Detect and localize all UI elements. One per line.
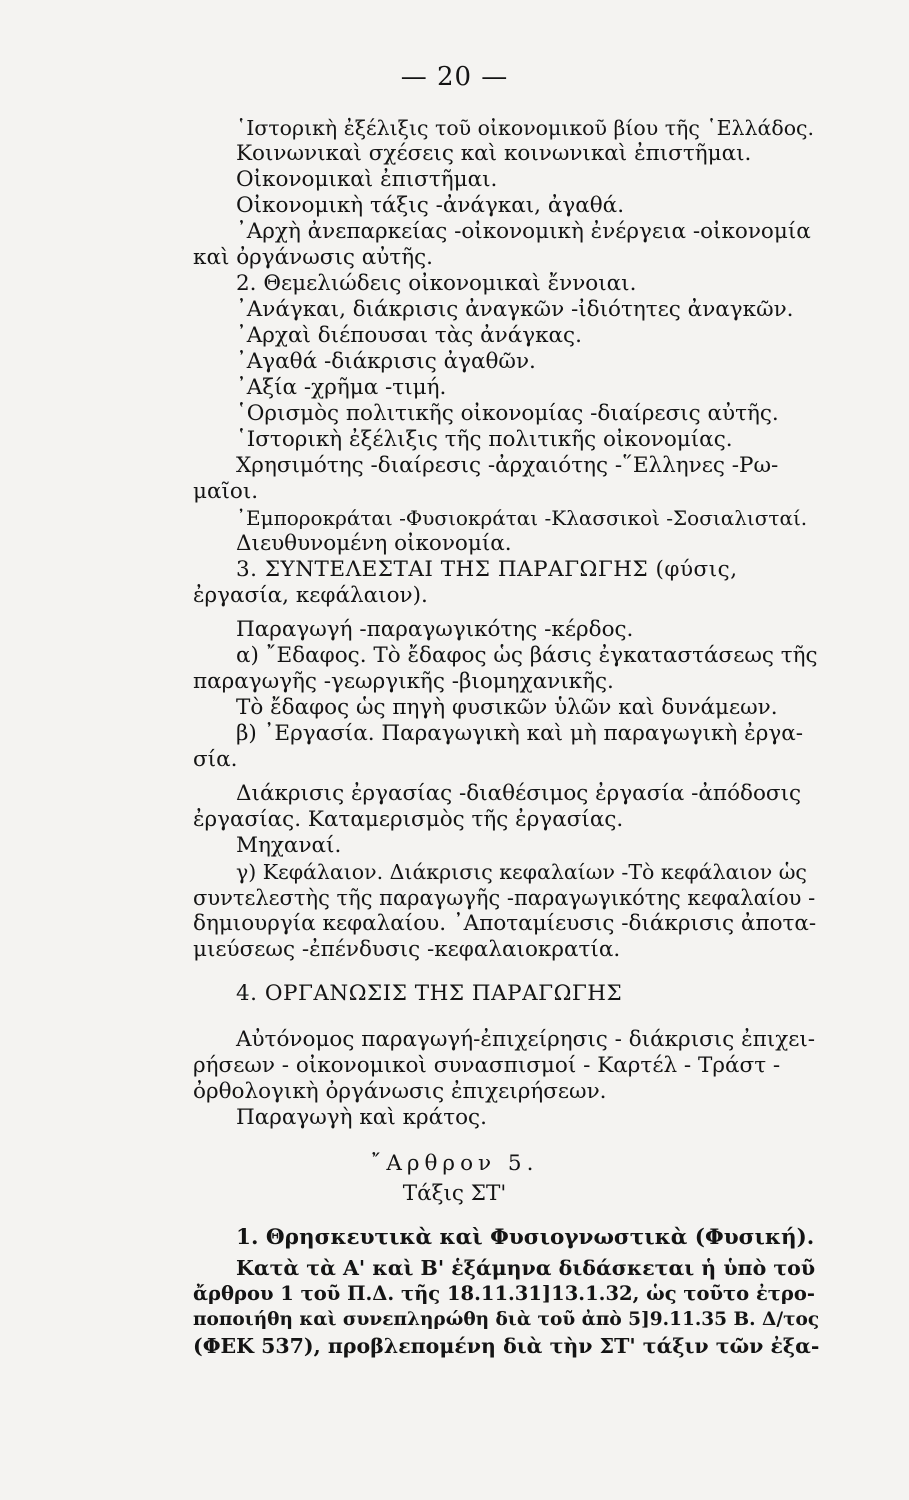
text-line: Κατὰ τὰ Α' καὶ Β' ἑξάμηνα διδάσκεται ἡ ὑπὸ τοῦ	[236, 1256, 816, 1280]
text-line: ᾿Εμποροκράται -Φυσιοκράται -Κλασσικοὶ -Σοσιαλισταί.	[236, 506, 808, 530]
section-heading: 4. ΟΡΓΑΝΩΣΙΣ ΤΗΣ ΠΑΡΑΓΩΓΗΣ	[236, 981, 623, 1006]
text-line: ᾿Αρχὴ ἀνεπαρκείας -οἰκονομικὴ ἐνέργεια -οἰκονομία	[236, 219, 811, 244]
text-line: ᾿Αρχαὶ διέπουσαι τὰς ἀνάγκας.	[236, 323, 582, 348]
page-number: — 20 —	[400, 62, 509, 92]
text-line: σία.	[193, 747, 238, 772]
text-line: Διευθυνομένη οἰκονομία.	[236, 531, 512, 556]
text-line: β) ᾿Εργασία. Παραγωγικὴ καὶ μὴ παραγωγικὴ ἐργα-	[236, 721, 803, 746]
text-line: ποποιήθη καὶ συνεπληρώθη διὰ τοῦ ἀπὸ 5]9.11.35 Β. Δ/τος	[193, 1309, 820, 1330]
class-heading: Τάξις ΣΤ'	[402, 1181, 507, 1206]
text-line: γ) Κεφάλαιον. Διάκρισις κεφαλαίων -Τὸ κεφάλαιον ὡς	[236, 860, 807, 884]
text-line: ἄρθρου 1 τοῦ Π.Δ. τῆς 18.11.31]13.1.32, ὡς τοῦτο ἐτρο-	[193, 1282, 816, 1305]
text-line: μιεύσεως -ἐπένδυσις -κεφαλαιοκρατία.	[193, 937, 621, 962]
text-line: δημιουργία κεφαλαίου. ᾿Αποταμίευσις -διάκρισις ἀποτα-	[193, 911, 817, 936]
text-line: Μηχαναί.	[236, 833, 342, 858]
text-line: ᾿Αγαθά -διάκρισις ἀγαθῶν.	[236, 349, 536, 374]
text-line: Κοινωνικαὶ σχέσεις καὶ κοινωνικαὶ ἐπιστῆμαι.	[236, 141, 752, 166]
text-line: ἐργασία, κεφάλαιον).	[193, 583, 428, 608]
text-line: καὶ ὀργάνωσις αὐτῆς.	[193, 245, 433, 270]
text-line: Παραγωγὴ καὶ κράτος.	[236, 1105, 487, 1130]
section-heading: 3. ΣΥΝΤΕΛΕΣΤΑΙ ΤΗΣ ΠΑΡΑΓΩΓΗΣ (φύσις,	[236, 557, 738, 582]
text-line: ᾿Αξία -χρῆμα -τιμή.	[236, 375, 447, 400]
text-line: Διάκρισις ἐργασίας -διαθέσιμος ἐργασία -ἀπόδοσις	[236, 781, 802, 806]
text-line: παραγωγῆς -γεωργικῆς -βιομηχανικῆς.	[193, 669, 614, 694]
text-line: ὀρθολογικὴ ὀργάνωσις ἐπιχειρήσεων.	[193, 1079, 607, 1104]
text-line: Οἰκονομικὴ τάξις -ἀνάγκαι, ἀγαθά.	[236, 193, 625, 218]
text-line: μαῖοι.	[193, 479, 259, 504]
text-line: Χρησιμότης -διαίρεσις -ἀρχαιότης -῞Ελληνες -Ρω-	[236, 453, 779, 478]
subject-heading: 1. Θρησκευτικὰ καὶ Φυσιογνωστικὰ (Φυσική).	[236, 1225, 815, 1250]
text-line: Παραγωγή -παραγωγικότης -κέρδος.	[236, 617, 634, 642]
text-line: ἐργασίας. Καταμερισμὸς τῆς ἐργασίας.	[193, 807, 624, 832]
text-line: ῾Ιστορικὴ ἐξέλιξις τῆς πολιτικῆς οἰκονομίας.	[236, 427, 733, 452]
text-line: ῾Ορισμὸς πολιτικῆς οἰκονομίας -διαίρεσις αὐτῆς.	[236, 401, 779, 426]
text-line: ῾Ιστορικὴ ἐξέλιξις τοῦ οἰκονομικοῦ βίου τῆς ῾Ελλάδος.	[236, 116, 815, 140]
text-line: 2. Θεμελιώδεις οἰκονομικαὶ ἔννοιαι.	[236, 271, 637, 296]
article-heading: ῎Αρθρον 5.	[370, 1151, 539, 1176]
text-line: α) ῎Εδαφος. Τὸ ἔδαφος ὡς βάσις ἐγκαταστάσεως τῆς	[236, 643, 818, 668]
text-line: Οἰκονομικαὶ ἐπιστῆμαι.	[236, 167, 498, 192]
text-line: Αὐτόνομος παραγωγή-ἐπιχείρησις - διάκρισις ἐπιχει-	[236, 1027, 816, 1052]
text-line: Τὸ ἔδαφος ὡς πηγὴ φυσικῶν ὑλῶν καὶ δυνάμεων.	[236, 695, 778, 720]
text-line: συντελεστὴς τῆς παραγωγῆς -παραγωγικότης κεφαλαίου -	[193, 886, 816, 910]
text-line: ᾿Ανάγκαι, διάκρισις ἀναγκῶν -ἰδιότητες ἀναγκῶν.	[236, 297, 794, 322]
text-line: ρήσεων - οἰκονομικοὶ συνασπισμοί - Καρτέλ - Τράστ -	[193, 1053, 781, 1078]
text-line: (ΦΕΚ 537), προβλεπομένη διὰ τὴν ΣΤ' τάξιν τῶν ἐξα-	[193, 1334, 820, 1358]
